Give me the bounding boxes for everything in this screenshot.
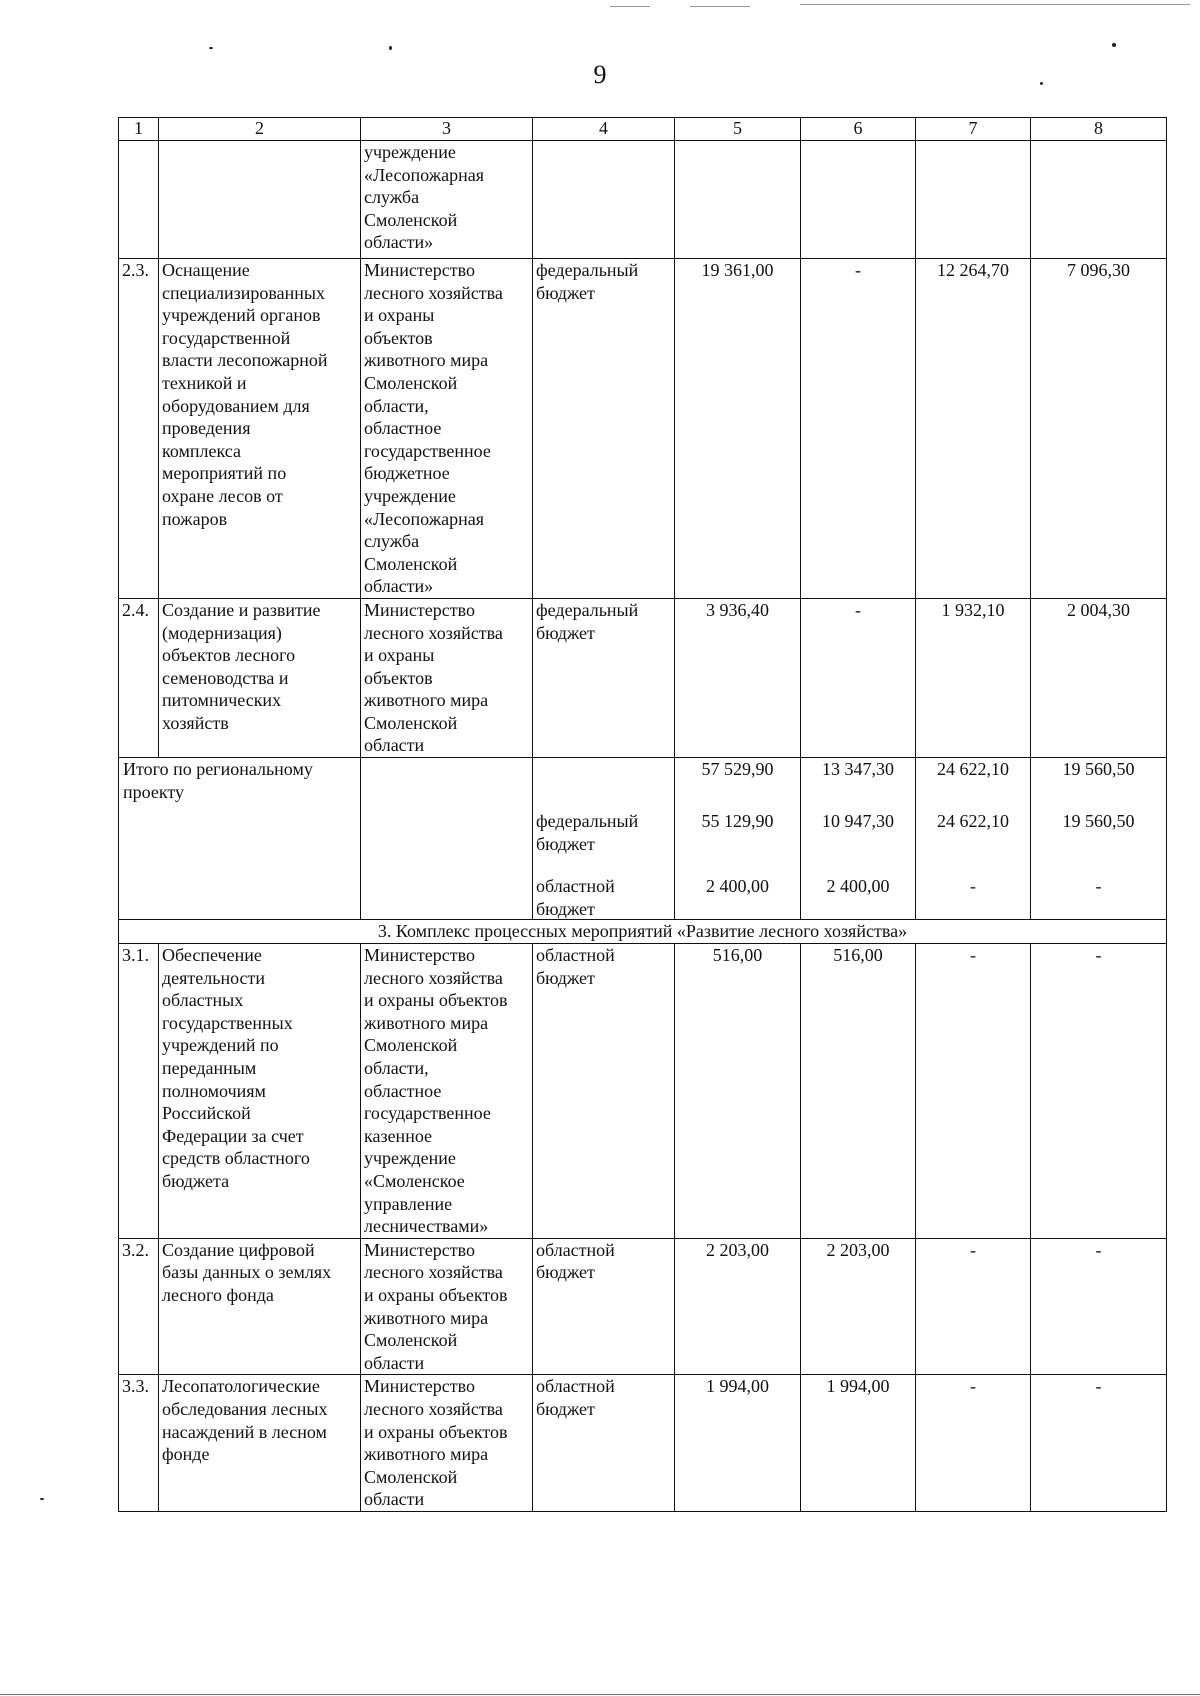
cell-name bbox=[159, 141, 361, 259]
scan-speck bbox=[40, 1498, 44, 1500]
cell-source: федеральный бюджет bbox=[533, 259, 675, 599]
cell-name: Оснащение специализированных учреждений органов государственной власти лесопожарной техникой и оборудованием для проведения комплекса мероприятий по охране лесов от пожаров bbox=[159, 259, 361, 599]
total-line-total: 55 129,90 bbox=[701, 811, 774, 832]
cell-total: 3 936,40 bbox=[675, 598, 801, 757]
total-line-y2: - bbox=[970, 876, 976, 897]
header-cell-7: 7 bbox=[916, 118, 1031, 141]
table-body bbox=[119, 118, 1167, 1512]
header-cell-6: 6 bbox=[801, 118, 916, 141]
cell-year2: 1 932,10 bbox=[916, 598, 1031, 757]
cell-num: 3.1. bbox=[119, 944, 159, 1239]
table-row bbox=[119, 259, 1167, 599]
cell-name: Создание цифровой базы данных о землях лесного фонда bbox=[159, 1238, 361, 1375]
cell-executor: Министерство лесного хозяйства и охраны объектов животного мира Смоленской области, областное государственное бюджетное учреждение «Лесопожарная служба Смоленской области» bbox=[361, 259, 533, 599]
continuation-row bbox=[119, 141, 1167, 259]
cell-year2 bbox=[916, 758, 1031, 920]
cell-year1: 516,00 bbox=[801, 944, 916, 1239]
header-cell-2: 2 bbox=[159, 118, 361, 141]
total-line-y3: 19 560,50 bbox=[1062, 759, 1135, 780]
header-cell-1: 1 bbox=[119, 118, 159, 141]
cell-year1: 1 994,00 bbox=[801, 1375, 916, 1512]
cell-year2: - bbox=[916, 944, 1031, 1239]
cell-year3: 7 096,30 bbox=[1031, 259, 1167, 599]
cell-source: федеральный бюджет bbox=[533, 598, 675, 757]
cell-source: областной бюджет bbox=[533, 944, 675, 1239]
header-cell-8: 8 bbox=[1031, 118, 1167, 141]
cell-total bbox=[675, 141, 801, 259]
total-line-y3: - bbox=[1095, 876, 1102, 897]
scan-edge-line bbox=[0, 1694, 1200, 1695]
cell-year3 bbox=[1031, 141, 1167, 259]
scan-speck bbox=[1112, 43, 1116, 47]
program-table bbox=[118, 117, 1167, 1512]
cell-executor: Министерство лесного хозяйства и охраны объектов животного мира Смоленской области bbox=[361, 598, 533, 757]
cell-num: 3.2. bbox=[119, 1238, 159, 1375]
total-line-source: областной бюджет bbox=[536, 876, 615, 919]
total-line-total: 57 529,90 bbox=[701, 759, 774, 780]
cell-name: Создание и развитие (модернизация) объектов лесного семеноводства и питомнических хозяйств bbox=[159, 598, 361, 757]
cell-year3: - bbox=[1031, 944, 1167, 1239]
header-cell-3: 3 bbox=[361, 118, 533, 141]
scan-edge-line bbox=[690, 6, 750, 7]
scan-speck bbox=[389, 46, 392, 50]
header-row bbox=[119, 118, 1167, 141]
cell-source: областной бюджет bbox=[533, 1238, 675, 1375]
total-line-y2: 24 622,10 bbox=[937, 759, 1009, 780]
cell-num: 3.3. bbox=[119, 1375, 159, 1512]
cell-year1: 2 203,00 bbox=[801, 1238, 916, 1375]
cell-executor: Министерство лесного хозяйства и охраны объектов животного мира Смоленской области bbox=[361, 1238, 533, 1375]
cell-total: 516,00 bbox=[675, 944, 801, 1239]
scan-edge-line bbox=[610, 6, 650, 7]
cell-year3: - bbox=[1031, 1375, 1167, 1512]
cell-executor: учреждение «Лесопожарная служба Смоленской области» bbox=[361, 141, 533, 259]
cell-year1: - bbox=[801, 598, 916, 757]
table-row bbox=[119, 598, 1167, 757]
cell-num: 2.4. bbox=[119, 598, 159, 757]
section-row bbox=[119, 920, 1167, 944]
section-title: 3. Комплекс процессных мероприятий «Развитие лесного хозяйства» bbox=[119, 920, 1167, 944]
total-line-y1: 2 400,00 bbox=[826, 876, 890, 897]
cell-source bbox=[533, 758, 675, 920]
total-row bbox=[119, 758, 1167, 920]
cell-year2: - bbox=[916, 1238, 1031, 1375]
cell-executor bbox=[361, 758, 533, 920]
header-cell-5: 5 bbox=[675, 118, 801, 141]
cell-year2: 12 264,70 bbox=[916, 259, 1031, 599]
page-number: 9 bbox=[593, 60, 607, 89]
cell-year1: - bbox=[801, 259, 916, 599]
cell-total: 2 203,00 bbox=[675, 1238, 801, 1375]
cell-total: 1 994,00 bbox=[675, 1375, 801, 1512]
cell-executor: Министерство лесного хозяйства и охраны объектов животного мира Смоленской области bbox=[361, 1375, 533, 1512]
cell-total: 19 361,00 bbox=[675, 259, 801, 599]
total-line-y2: 24 622,10 bbox=[937, 811, 1009, 832]
cell-year3: - bbox=[1031, 1238, 1167, 1375]
cell-executor: Министерство лесного хозяйства и охраны объектов животного мира Смоленской области, областное государственное казенное учреждение «Смоленское управление лесничествами» bbox=[361, 944, 533, 1239]
cell-year1 bbox=[801, 758, 916, 920]
cell-year2: - bbox=[916, 1375, 1031, 1512]
total-line-y1: 10 947,30 bbox=[822, 811, 894, 832]
table-row bbox=[119, 1238, 1167, 1375]
scan-speck bbox=[209, 47, 213, 49]
table-row bbox=[119, 1375, 1167, 1512]
cell-source: областной бюджет bbox=[533, 1375, 675, 1512]
total-line-y3: 19 560,50 bbox=[1062, 811, 1135, 832]
cell-num bbox=[119, 141, 159, 259]
cell-year1 bbox=[801, 141, 916, 259]
cell-year3 bbox=[1031, 758, 1167, 920]
total-line-total: 2 400,00 bbox=[706, 876, 769, 897]
cell-year2 bbox=[916, 141, 1031, 259]
cell-num: 2.3. bbox=[119, 259, 159, 599]
cell-name: Лесопатологические обследования лесных насаждений в лесном фонде bbox=[159, 1375, 361, 1512]
total-line-y1: 13 347,30 bbox=[822, 759, 894, 780]
total-label: Итого по региональному проекту bbox=[119, 758, 361, 920]
cell-year3: 2 004,30 bbox=[1031, 598, 1167, 757]
cell-source bbox=[533, 141, 675, 259]
cell-total bbox=[675, 758, 801, 920]
scan-edge-line bbox=[800, 4, 1190, 5]
cell-name: Обеспечение деятельности областных государственных учреждений по переданным полномочиям Российской Федерации за счет средств областного бюджета bbox=[159, 944, 361, 1239]
total-line-source: федеральный бюджет bbox=[536, 811, 639, 854]
table-row bbox=[119, 944, 1167, 1239]
header-cell-4: 4 bbox=[533, 118, 675, 141]
